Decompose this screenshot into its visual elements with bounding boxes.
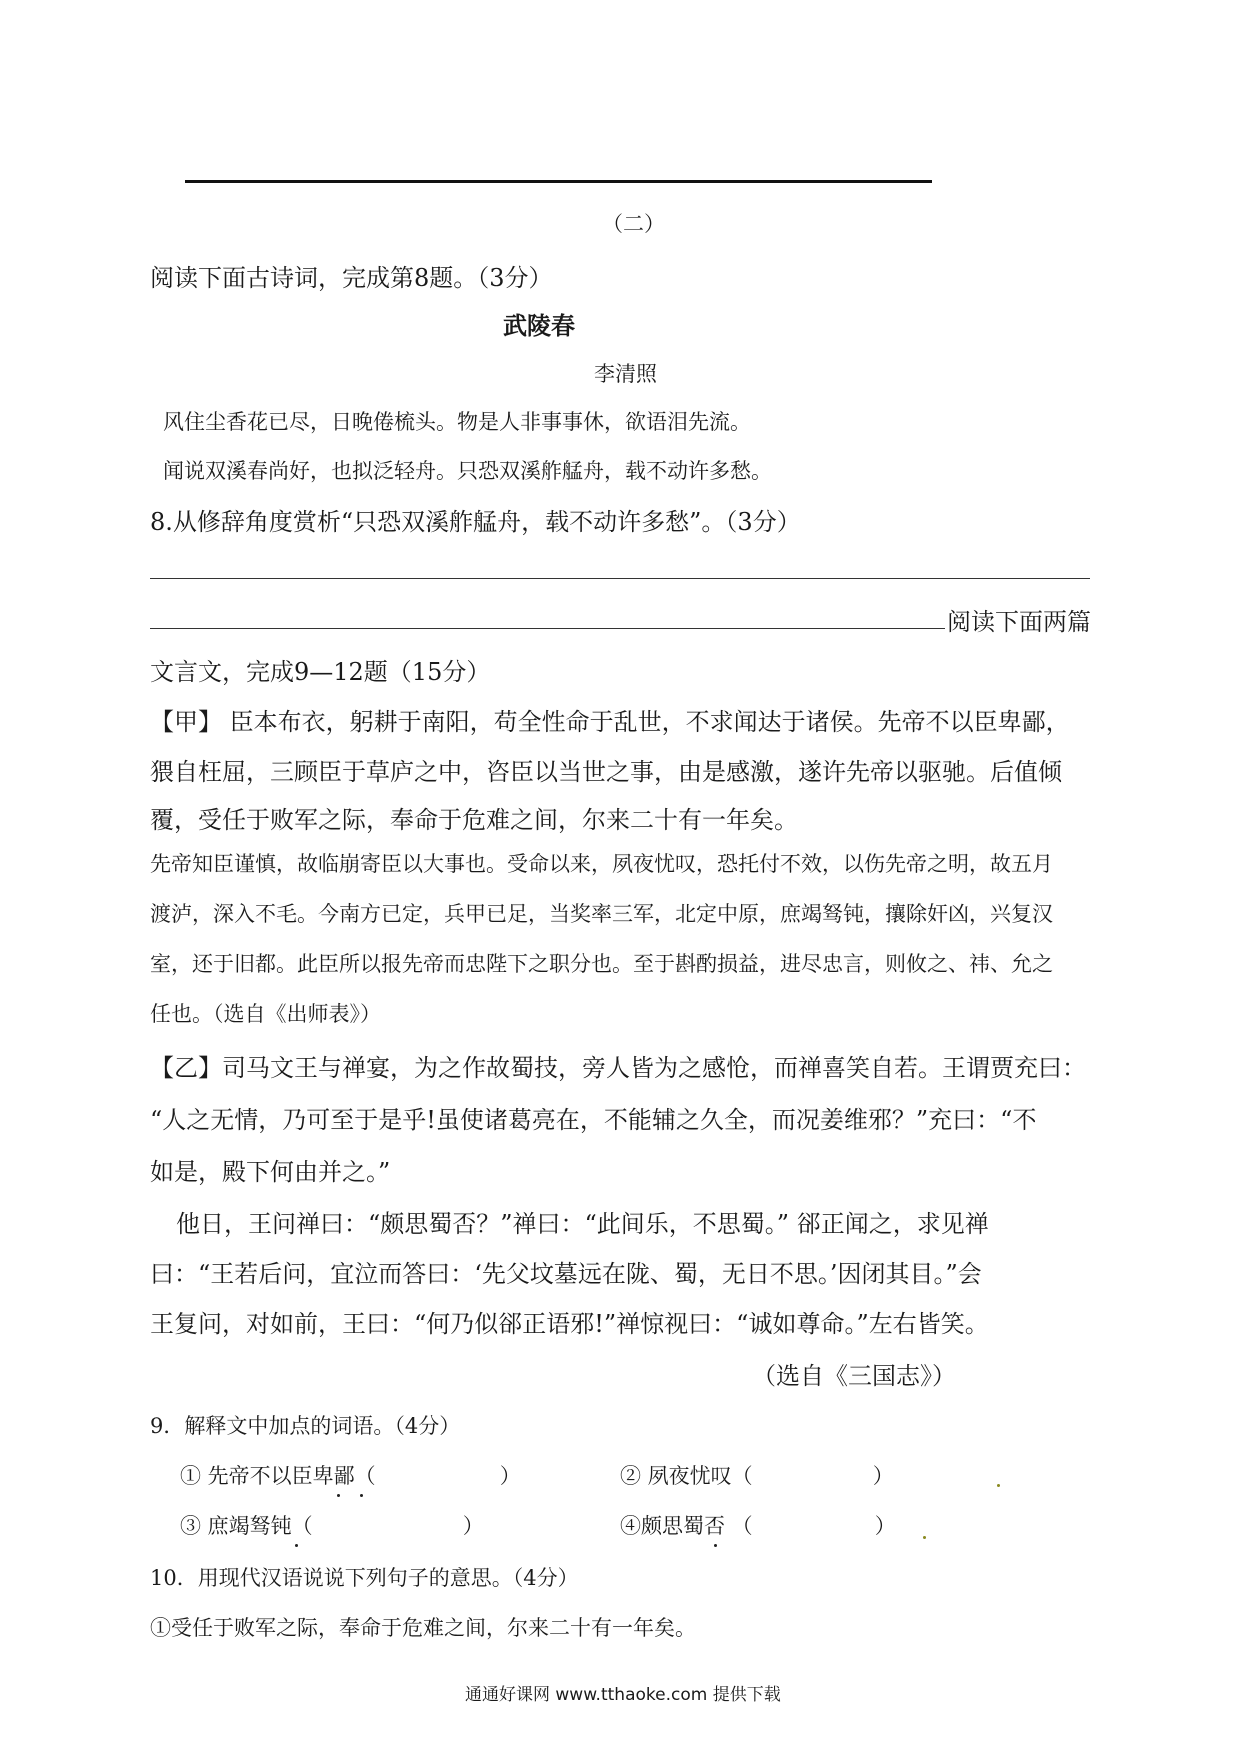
q9-item-2 [620,1460,894,1490]
yi-line-5: 曰：“王若后问，宜泣而答曰：‘先父坟墓远在陇、蜀，无日不思。’因闭其目。”会 [150,1260,982,1288]
emphasis-dot [714,1544,717,1547]
yi-source: （选自《三国志》） [752,1362,956,1390]
jia-small-line-2: 渡泸，深入不毛。今南方已定，兵甲已足，当奖率三军，北定中原，庶竭驽钝，攘除奸凶，兴复汉 [150,902,1053,926]
emphasis-dot [295,1544,298,1547]
section-label: （二） [602,212,665,236]
poem-line-1: 风住尘香花已尽，日晚倦梳头。物是人非事事休，欲语泪先流。 [163,410,751,434]
q9-item-3 [180,1510,484,1540]
stray-mark [923,1536,926,1539]
stray-mark [997,1484,1000,1487]
yi-line-6: 王复问，对如前，王曰：“何乃似郤正语邪!”禅惊视曰：“诚如尊命。”左右皆笑。 [150,1310,989,1338]
q9-text: 9．解释文中加点的词语。（4分） [150,1414,461,1438]
top-rule [185,180,932,183]
q10-text: 10．用现代汉语说说下列句子的意思。（4分） [150,1566,579,1590]
yi-line-4: 他日，王问禅曰：“颇思蜀否？”禅曰：“此间乐，不思蜀。” 郤正闻之，求见禅 [176,1210,989,1238]
q10-item-1: ①受任于败军之际，奉命于危难之间，尔来二十有一年矣。 [150,1616,696,1640]
yi-line-2: “人之无情，乃可至于是乎!虽使诸葛亮在，不能辅之久全，而况姜维邪？”充曰：“不 [150,1106,1037,1134]
q9-item-1 [180,1460,521,1490]
q9-item-4-close: ） [874,1514,896,1538]
prose-intro-1: 阅读下面两篇 [947,608,1091,636]
q9-item-4 [620,1510,896,1540]
answer-line-1 [150,578,1090,579]
q9-item-2-close: ） [872,1464,894,1488]
jia-small-line-1: 先帝知臣谨慎，故临崩寄臣以大事也。受命以来，夙夜忧叹，恐托付不效，以伤先帝之明，故五月 [150,852,1053,876]
q9-item-4-label: ④颇思蜀否 （ [620,1514,753,1538]
poem-author: 李清照 [594,362,657,386]
jia-line-2: 猥自枉屈，三顾臣于草庐之中，咨臣以当世之事，由是感激，遂许先帝以驱驰。后值倾 [150,758,1062,786]
yi-line-3: 如是，殿下何由并之。” [150,1158,391,1186]
q9-item-3-close: ） [462,1514,484,1538]
q9-item-2-label: ② 夙夜忧叹（ [620,1464,753,1488]
answer-line-2 [150,628,945,629]
q8-text: 8.从修辞角度赏析“只恐双溪舴艋舟，载不动许多愁”。（3分） [150,508,801,536]
jia-line-1: 【甲】 臣本布衣，躬耕于南阳，苟全性命于乱世，不求闻达于诸侯。先帝不以臣卑鄙， [150,708,1070,736]
q9-item-3-label: ③ 庶竭驽钝（ [180,1514,313,1538]
q9-item-1-label: ① 先帝不以臣卑鄙（ [180,1464,376,1488]
page-footer: 通通好课网 www.tthaoke.com 提供下载 [465,1685,781,1705]
poem-title: 武陵春 [503,312,575,340]
emphasis-dot [337,1494,340,1497]
prose-intro-2: 文言文，完成9—12题（15分） [150,658,491,686]
q9-item-1-close: ） [499,1464,521,1488]
jia-line-3: 覆，受任于败军之际，奉命于危难之间，尔来二十有一年矣。 [150,806,798,834]
jia-small-line-3: 室，还于旧都。此臣所以报先帝而忠陛下之职分也。至于斟酌损益，进尽忠言，则攸之、祎、允之 [150,952,1053,976]
jia-small-line-4: 任也。（选自《出师表》） [150,1002,381,1026]
yi-line-1: 【乙】司马文王与禅宴，为之作故蜀技，旁人皆为之感怆，而禅喜笑自若。王谓贾充曰： [150,1054,1086,1082]
poem-line-2: 闻说双溪春尚好，也拟泛轻舟。只恐双溪舴艋舟，载不动许多愁。 [163,459,772,483]
poem-intro: 阅读下面古诗词，完成第8题。（3分） [150,264,553,292]
emphasis-dot [360,1494,363,1497]
